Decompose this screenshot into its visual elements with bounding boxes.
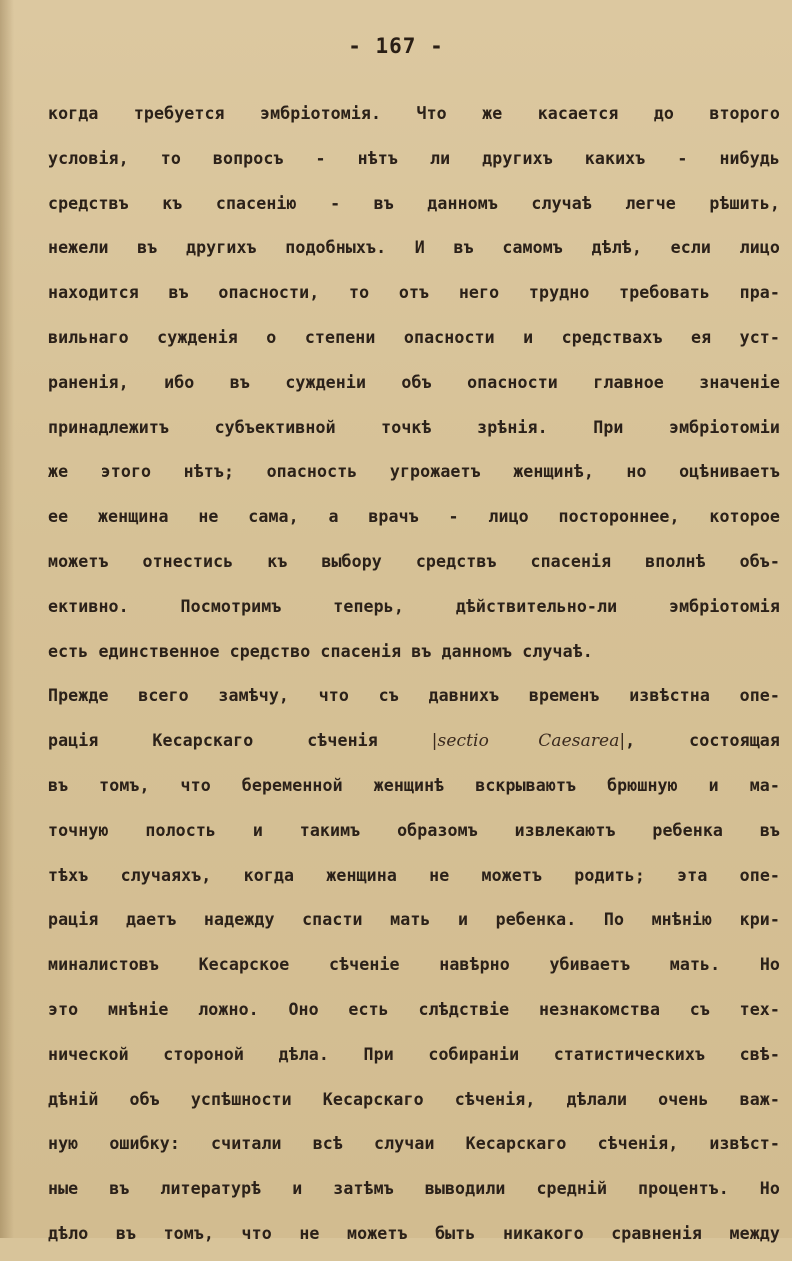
text-line: есть единственное средство спасенія въ данномъ случаѣ.	[48, 641, 593, 661]
text-line: ее женщина не сама, а врачъ - лицо постороннее, которое	[48, 507, 780, 527]
text-line: когда требуется эмбріотомія. Что же касается до второго	[48, 104, 780, 123]
text-line: миналистовъ Кесарское сѣченіе навѣрно убиваетъ мать. Но	[48, 955, 780, 975]
text-line: средствъ къ спасенію - въ данномъ случаѣ легче рѣшить,	[48, 193, 780, 213]
text-line: въ томъ, что беременной женщинѣ вскрываютъ брюшную и ма-	[48, 775, 780, 795]
text-line: вильнаго сужденія о степени опасности и средствахъ ея уст-	[48, 327, 780, 347]
text-line: ективно. Посмотримъ теперь, дѣйствительно-ли эмбріотомія	[48, 596, 780, 616]
handwritten-bracket-right: |	[619, 731, 626, 751]
text-line: дѣній объ успѣшности Кесарскаго сѣченія, дѣлали очень важ-	[48, 1089, 780, 1109]
text-line: раненія, ибо въ сужденіи объ опасности главное значеніе	[48, 372, 780, 392]
text-line: ные въ литературѣ и затѣмъ выводили средній процентъ. Но	[48, 1179, 780, 1199]
text-line: тѣхъ случаяхъ, когда женщина не можетъ родить; эта опе-	[48, 865, 780, 885]
handwritten-bracket-left: |	[431, 731, 438, 751]
text-line: принадлежитъ субъективной точкѣ зрѣнія. При эмбріотоміи	[48, 417, 780, 437]
page-edge-shadow	[0, 0, 14, 1238]
text-line-with-handwriting	[48, 723, 780, 768]
text-line: дѣло въ томъ, что не можетъ быть никакого сравненія между	[48, 1223, 780, 1243]
text-line: находится въ опасности, то отъ него трудно требовать пра-	[48, 283, 780, 303]
text-line: ную ошибку: считали всѣ случаи Кесарскаго сѣченія, извѣст-	[48, 1134, 780, 1154]
handwritten-latin-term: sectio Caesarea	[437, 731, 620, 752]
page-number: - 167 -	[348, 34, 444, 58]
text-segment: , состоящая	[625, 731, 780, 751]
text-line: же этого нѣтъ; опасность угрожаетъ женщинѣ, но оцѣниваетъ	[48, 462, 780, 482]
text-line: точную полость и такимъ образомъ извлекаютъ ребенка въ	[48, 820, 780, 840]
body-text	[48, 96, 780, 1261]
text-line: Прежде всего замѣчу, что съ давнихъ временъ извѣстна опе-	[48, 686, 780, 706]
text-line: рація даетъ надежду спасти мать и ребенка. По мнѣнію кри-	[48, 910, 780, 930]
text-line: нежели въ другихъ подобныхъ. И въ самомъ дѣлѣ, если лицо	[48, 238, 780, 258]
text-line: можетъ отнестись къ выбору средствъ спасенія вполнѣ объ-	[48, 551, 780, 571]
text-line: это мнѣніе ложно. Оно есть слѣдствіе незнакомства съ тех-	[48, 999, 780, 1019]
text-segment: рація Кесарскаго сѣченія	[48, 731, 432, 751]
text-line: нической стороной дѣла. При собираніи статистическихъ свѣ-	[48, 1044, 780, 1064]
text-line: условія, то вопросъ - нѣтъ ли другихъ какихъ - нибудь	[48, 148, 780, 168]
